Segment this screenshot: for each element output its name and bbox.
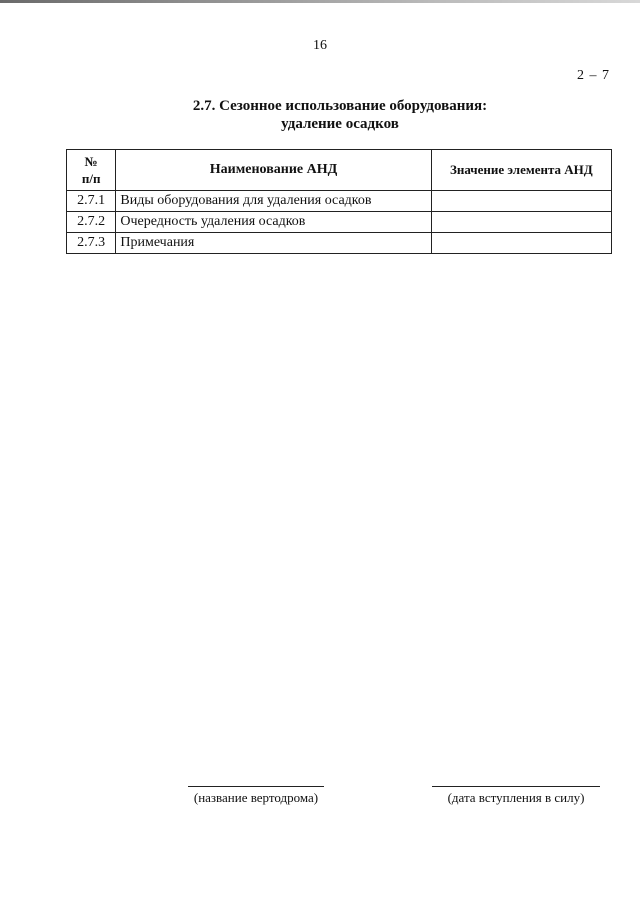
row-value [431,191,611,212]
effective-date-caption: (дата вступления в силу) [447,790,585,805]
row-number: 2.7.2 [67,212,116,233]
section-title-line-2: удаление осадков [281,116,399,132]
page-number: 16 [313,38,327,53]
heliport-name-signature [188,786,324,806]
header-number-sign: № [84,154,98,169]
signature-line [188,786,324,787]
header-value: Значение элемента АНД [431,150,611,191]
section-title-line-1: 2.7. Сезонное использование оборудования: [192,98,488,114]
signature-line [432,786,600,787]
sheet-code: 2 – 7 [577,68,610,83]
heliport-name-caption: (название вертодрома) [193,790,319,805]
table-row [67,233,612,254]
table-row [67,191,612,212]
row-number: 2.7.3 [67,233,116,254]
table-header-row [67,150,612,191]
row-name: Очередность удаления осадков [116,212,431,233]
row-name: Виды оборудования для удаления осадков [116,191,431,212]
header-number [67,150,116,191]
row-value [431,212,611,233]
row-value [431,233,611,254]
row-number: 2.7.1 [67,191,116,212]
section-title [0,97,640,133]
header-name: Наименование АНД [116,150,431,191]
row-name: Примечания [116,233,431,254]
scan-top-edge [0,0,640,3]
effective-date-signature [432,786,600,806]
header-number-pp: п/п [81,171,101,186]
table-row [67,212,612,233]
and-table [66,149,612,254]
